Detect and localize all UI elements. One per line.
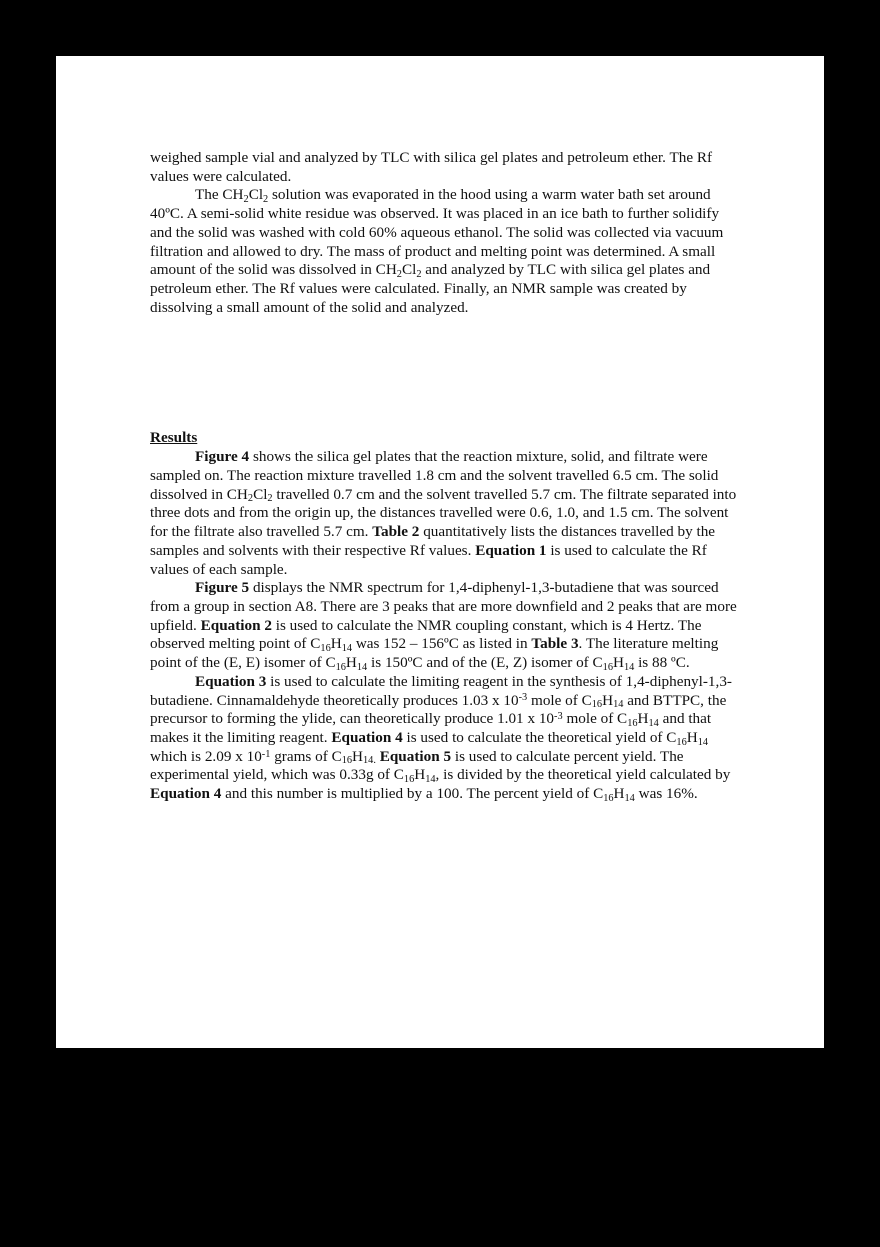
text-line: butadiene. Cinnamaldehyde theoretically produces 1.03 x $10^{-3}$ mole of $C_{16}H_{14}$ and BTTPC, the [150, 691, 727, 711]
table-reference: Table 3 [531, 635, 579, 653]
table-reference: Table 2 [372, 523, 420, 541]
equation-reference: Equation 5 [379, 747, 452, 765]
text-line: Equation 4 and this number is multiplied by a 100. The percent yield of $C_{16}H_{14}$ was 16%. [150, 785, 698, 804]
section-heading-line [150, 429, 740, 448]
text-line: makes it the limiting reagent. Equation 4 is used to calculate the theoretical yield of $C_{16}H_{14}$ [150, 728, 709, 748]
equation-reference: Equation 4 [150, 785, 222, 803]
page-content [150, 149, 740, 804]
text-line: samples and solvents with their respective Rf values. Equation 1 is used to calculate the Rf [150, 541, 707, 559]
text-line: dissolved in $CH_2Cl_2$ travelled 0.7 cm and the solvent travelled 5.7 cm. The filtrate separated into [150, 485, 737, 505]
text-line: point of the (E, E) isomer of $C_{16}H_{14}$ is 150ºC and of the (E, Z) isomer of $C_{16}H_{14}$ is 88 ºC. [150, 654, 690, 673]
text-line: Figure 5 displays the NMR spectrum for 1,4-diphenyl-1,3-butadiene that was sourced [195, 579, 719, 597]
equation-reference: Equation 1 [475, 541, 547, 559]
text-line: values of each sample. [150, 560, 288, 578]
text-line: petroleum ether. The Rf values were calculated. Finally, an NMR sample was created by [150, 280, 687, 298]
figure-reference: Figure 4 [195, 448, 250, 466]
results-heading: Results [150, 429, 198, 447]
methods-paragraph-1 [150, 149, 740, 186]
text-line: upfield. Equation 2 is used to calculate the NMR coupling constant, which is 4 Hertz. The [150, 616, 702, 634]
equation-reference: Equation 3 [195, 672, 267, 690]
text-line: The $CH_2Cl_2$ solution was evaporated in the hood using a warm water bath set around [195, 186, 711, 206]
text-line: amount of the solid was dissolved in $CH_2Cl_2$ and analyzed by TLC with silica gel plates and [150, 261, 711, 280]
equation-reference: Equation 4 [331, 728, 403, 746]
text-line: values were calculated. [150, 167, 292, 185]
equation-reference: Equation 2 [200, 616, 272, 634]
document-page [56, 56, 824, 1048]
text-line: filtration and allowed to dry. The mass of product and melting point was determined. A small [150, 242, 716, 260]
text-line: precursor to forming the ylide, can theoretically produce 1.01 x $10^{-3}$ mole of $C_{16}H_{14}$ and that [150, 710, 712, 729]
text-line: Equation 3 is used to calculate the limiting reagent in the synthesis of 1,4-diphenyl-1,3- [195, 672, 732, 690]
text-line: weighed sample vial and analyzed by TLC with silica gel plates and petroleum ether. The Rf [150, 149, 713, 166]
text-line: and the solid was washed with cold 60% aqueous ethanol. The solid was collected via vacuum [150, 223, 724, 241]
text-line: 40ºC. A semi-solid white residue was observed. It was placed in an ice bath to further solidify [150, 205, 720, 223]
text-line: Figure 4 shows the silica gel plates that the reaction mixture, solid, and filtrate were [195, 448, 708, 466]
text-line: from a group in section A8. There are 3 peaks that are more downfield and 2 peaks that are more [150, 597, 737, 615]
methods-paragraph-2 [150, 186, 740, 317]
text-line: three dots and from the origin up, the distances travelled were 0.6, 1.0, and 1.5 cm. The solvent [150, 504, 729, 522]
results-section [150, 429, 740, 803]
text-line: sampled on. The reaction mixture travelled 1.8 cm and the solvent travelled 6.5 cm. The solid [150, 466, 719, 484]
text-line: experimental yield, which was 0.33g of $C_{16}H_{14}$, is divided by the theoretical yield calculated by [150, 766, 731, 785]
text-line: dissolving a small amount of the solid and analyzed. [150, 298, 469, 316]
text-line: observed melting point of $C_{16}H_{14}$ was 152 – 156ºC as listed in Table 3. The literature melting [150, 635, 719, 654]
figure-reference: Figure 5 [195, 579, 250, 597]
spacer [150, 317, 740, 429]
text-line: for the filtrate also travelled 5.7 cm. Table 2 quantitatively lists the distances travelled by the [150, 523, 716, 541]
text-line: which is 2.09 x $10^{-1}$ grams of $C_{16}H_{14.}$ Equation 5 is used to calculate percent yield. The [150, 747, 684, 767]
